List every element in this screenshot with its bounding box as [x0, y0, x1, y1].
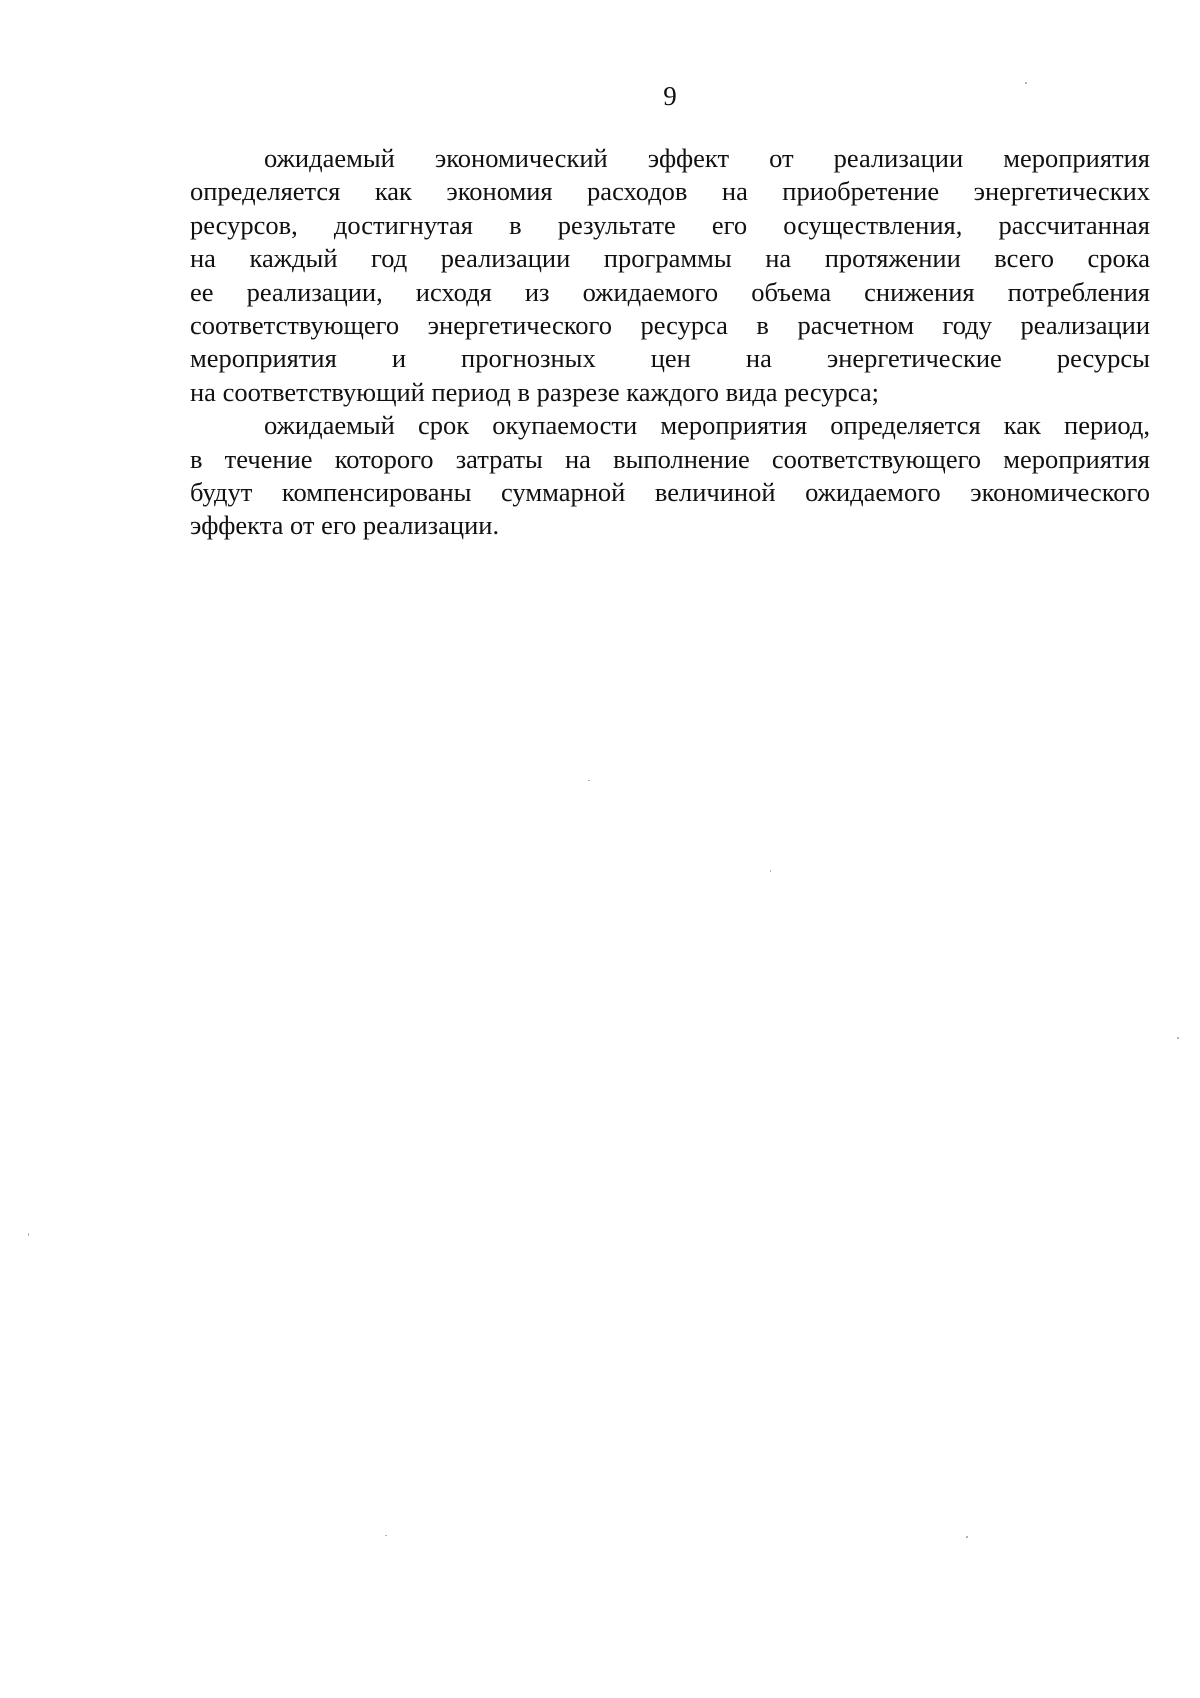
text-line: ожидаемый срок окупаемости мероприятия определяется как период,: [264, 410, 1150, 441]
text-line: ресурсов, достигнутая в результате его осуществления, рассчитанная: [190, 209, 1150, 240]
paragraph-payback-period: [190, 409, 1150, 543]
scan-speck: [588, 780, 590, 781]
body-text: [190, 142, 1150, 543]
text-line: определяется как экономия расходов на приобретение энергетических: [190, 176, 1150, 207]
text-line: эффекта от его реализации.: [190, 510, 500, 541]
scan-speck: [1025, 82, 1027, 84]
text-line: мероприятия и прогнозных цен на энергетические ресурсы: [190, 343, 1150, 374]
text-line: в течение которого затраты на выполнение соответствующего мероприятия: [190, 443, 1150, 474]
text-line: будут компенсированы суммарной величиной ожидаемого экономического: [190, 477, 1150, 508]
text-line: на соответствующий период в разрезе каждого вида ресурса;: [190, 376, 879, 407]
scan-speck: [966, 1536, 968, 1538]
paragraph-economic-effect: [190, 142, 1150, 409]
scan-speck: [385, 1535, 387, 1536]
page-number: 9: [663, 81, 677, 111]
text-line: ожидаемый экономический эффект от реализации мероприятия: [264, 143, 1150, 173]
text-line: ее реализации, исходя из ожидаемого объема снижения потребления: [190, 276, 1150, 307]
scan-speck: [28, 1233, 29, 1236]
text-line: на каждый год реализации программы на протяжении всего срока: [190, 243, 1150, 274]
scan-speck: [770, 870, 771, 872]
text-line: соответствующего энергетического ресурса в расчетном году реализации: [190, 310, 1150, 341]
scan-speck: [1177, 1037, 1179, 1039]
